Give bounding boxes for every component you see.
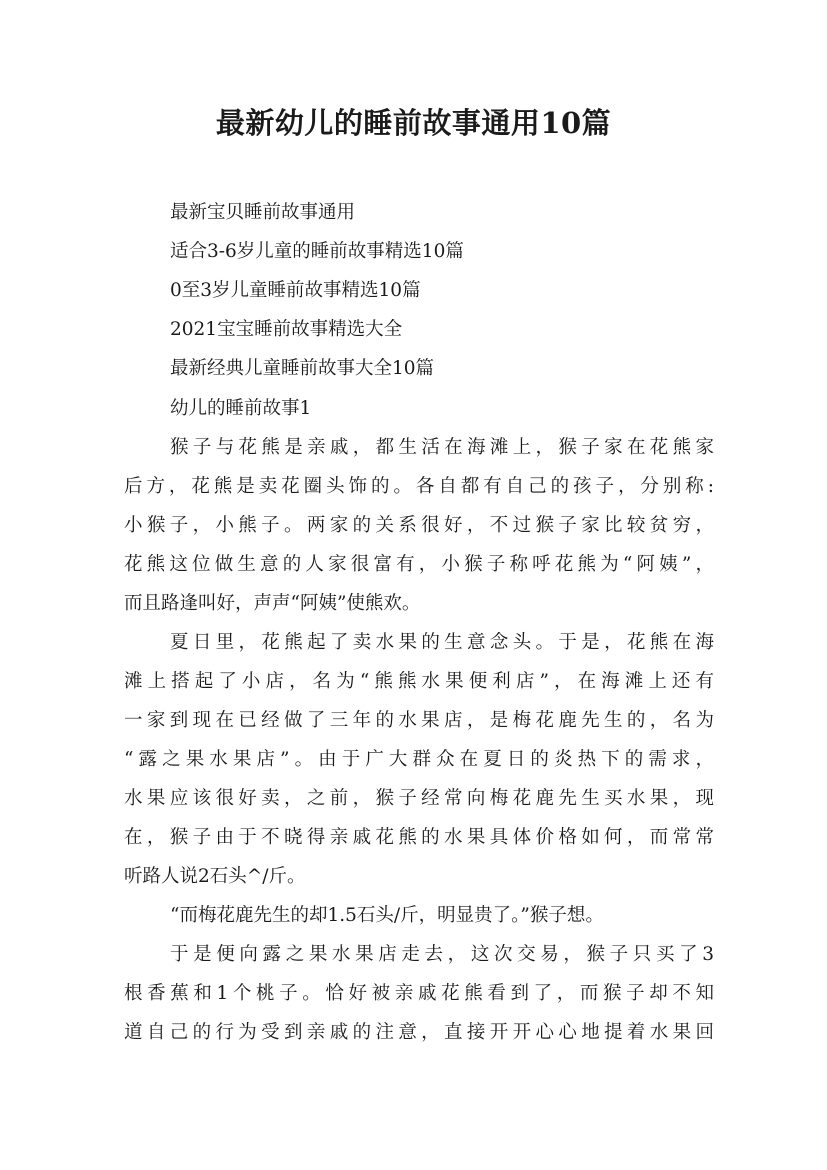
story-paragraph	[124, 935, 714, 1052]
paragraph-line: 滩上搭起了小店，名为“熊熊水果便利店”，在海滩上还有	[124, 671, 714, 692]
paragraph-line: “露之果水果店”。由于广大群众在夏日的炎热下的需求，	[124, 749, 714, 770]
paragraph-line: 小猴子，小熊子。两家的关系很好，不过猴子家比较贫穷，	[124, 515, 714, 536]
paragraph-line: 而且路逢叫好，声声“阿姨”使熊欢。	[124, 593, 421, 614]
story-paragraph	[124, 623, 714, 896]
paragraph-line: 于是便向露之果水果店走去，这次交易，猴子只买了3	[170, 944, 714, 965]
related-article-link[interactable]: 最新经典儿童睡前故事大全10篇	[170, 358, 435, 379]
related-articles-list	[170, 193, 464, 388]
related-article-link[interactable]: 0至3岁儿童睡前故事精选10篇	[170, 280, 421, 301]
paragraph-line: 道自己的行为受到亲戚的注意，直接开开心心地提着水果回	[124, 1022, 714, 1043]
paragraph-line: 花熊这位做生意的人家很富有，小猴子称呼花熊为“阿姨”，	[124, 554, 714, 575]
related-article-link[interactable]: 适合3-6岁儿童的睡前故事精选10篇	[170, 241, 464, 262]
related-article-link[interactable]: 最新宝贝睡前故事通用	[170, 202, 356, 223]
story-paragraph	[124, 896, 714, 935]
document-title: 最新幼儿的睡前故事通用10篇	[215, 106, 612, 140]
paragraph-line: 听路人说2石头^/斤。	[124, 866, 306, 887]
story-paragraph	[124, 428, 714, 623]
paragraph-line: 水果应该很好卖，之前，猴子经常向梅花鹿先生买水果，现	[124, 788, 714, 809]
paragraph-line: 猴子与花熊是亲戚，都生活在海滩上，猴子家在花熊家	[170, 437, 714, 458]
paragraph-line: “而梅花鹿先生的却1.5石头/斤，明显贵了。”猴子想。	[170, 905, 604, 926]
related-article-link[interactable]: 2021宝宝睡前故事精选大全	[170, 319, 403, 340]
paragraph-line: 夏日里，花熊起了卖水果的生意念头。于是，花熊在海	[170, 632, 714, 653]
paragraph-line: 一家到现在已经做了三年的水果店，是梅花鹿先生的，名为	[124, 710, 714, 731]
story-heading: 幼儿的睡前故事1	[170, 398, 312, 419]
paragraph-line: 根香蕉和1个桃子。恰好被亲戚花熊看到了，而猴子却不知	[124, 983, 714, 1004]
paragraph-line: 在，猴子由于不晓得亲戚花熊的水果具体价格如何，而常常	[124, 827, 714, 848]
paragraph-line: 后方，花熊是卖花圈头饰的。各自都有自己的孩子，分别称:	[124, 476, 714, 497]
